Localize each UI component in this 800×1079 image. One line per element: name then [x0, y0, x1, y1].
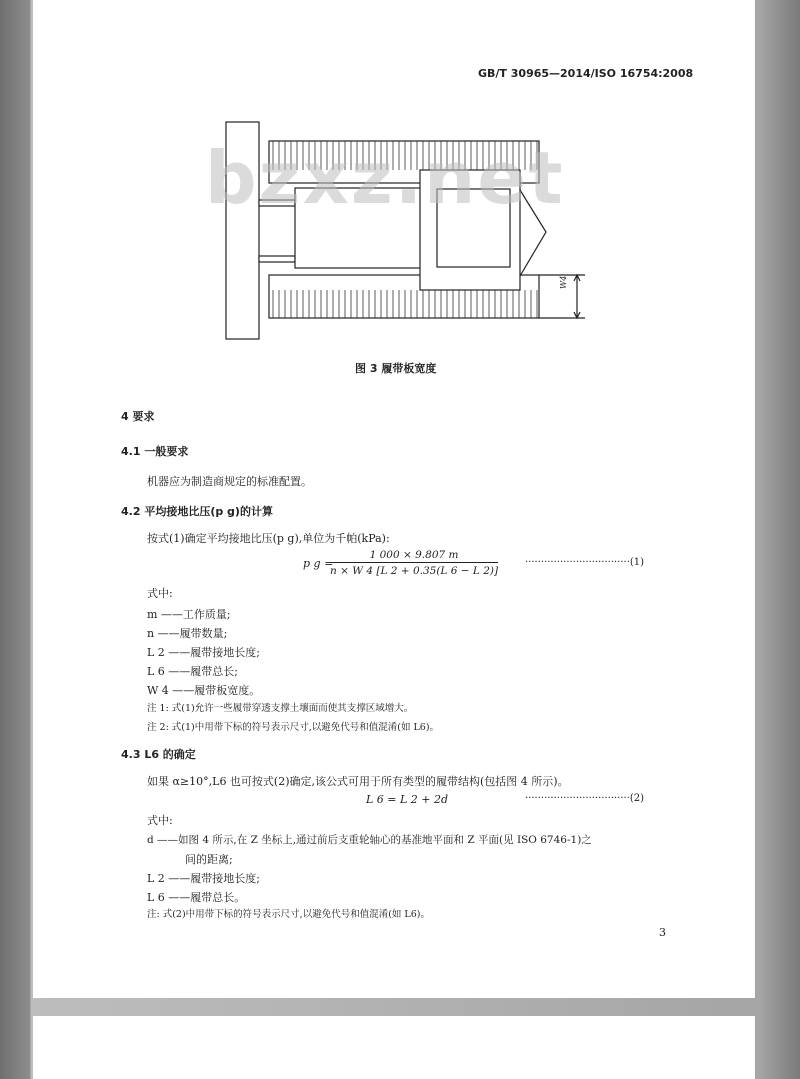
- section-4-2-heading: 4.2 平均接地比压(p g)的计算: [121, 505, 273, 518]
- variable-line: n ——履带数量;: [147, 627, 228, 640]
- variable-line: m ——工作质量;: [147, 608, 231, 621]
- watermark: bzxz.net: [205, 136, 565, 220]
- standard-header: GB/T 30965—2014/ISO 16754:2008: [478, 67, 694, 80]
- next-document-page[interactable]: [33, 1016, 755, 1079]
- formula-1-numerator: 1 000 × 9.807 m: [330, 549, 498, 563]
- section-4-1-heading: 4.1 一般要求: [121, 445, 189, 458]
- section-4-2-intro: 按式(1)确定平均接地比压(p g),单位为千帕(kPa):: [147, 532, 390, 545]
- variable-line: L 6 ——履带总长;: [147, 665, 239, 678]
- formula-1-number: ·································(1): [525, 557, 645, 568]
- variable-line: L 2 ——履带接地长度;: [147, 872, 261, 885]
- figure-caption: 图 3 履带板宽度: [355, 362, 437, 375]
- section-4-1-body: 机器应为制造商规定的标准配置。: [147, 475, 312, 488]
- variable-line: L 2 ——履带接地长度;: [147, 646, 261, 659]
- variable-d-line-1: d ——如图 4 所示,在 Z 坐标上,通过前后支重轮轴心的基准地平面和 Z 平面(见 ISO 6746-1)之: [147, 834, 592, 846]
- formula-1-fraction: [330, 549, 498, 577]
- where-label-2: 式中:: [147, 814, 173, 827]
- variable-d-line-2: 间的距离;: [185, 853, 233, 866]
- note-3: 注: 式(2)中用带下标的符号表示尺寸,以避免代号和值混淆(如 L6)。: [147, 909, 430, 920]
- where-label-1: 式中:: [147, 587, 173, 600]
- note-1: 注 1: 式(1)允许一些履带穿透支撑土壤面而使其支撑区域增大。: [147, 703, 414, 714]
- section-4-heading: 4 要求: [121, 410, 155, 423]
- page-number: 3: [659, 926, 666, 939]
- variable-line: W 4 ——履带板宽度。: [147, 684, 261, 697]
- note-2: 注 2: 式(1)中用带下标的符号表示尺寸,以避免代号和值混淆(如 L6)。: [147, 722, 440, 733]
- section-4-3-heading: 4.3 L6 的确定: [121, 748, 196, 761]
- dimension-label: W4: [559, 275, 568, 289]
- variable-line: L 6 ——履带总长。: [147, 891, 246, 904]
- section-4-3-intro: 如果 α≥10°,L6 也可按式(2)确定,该公式可用于所有类型的履带结构(包括图 4 所示)。: [147, 775, 569, 788]
- formula-2-number: ·································(2): [525, 793, 645, 804]
- formula-2: L 6 = L 2 + 2d: [366, 793, 449, 806]
- formula-1-denominator: n × W 4 [L 2 + 0.35(L 6 − L 2)]: [330, 565, 499, 577]
- formula-1-lhs: p g =: [303, 557, 334, 570]
